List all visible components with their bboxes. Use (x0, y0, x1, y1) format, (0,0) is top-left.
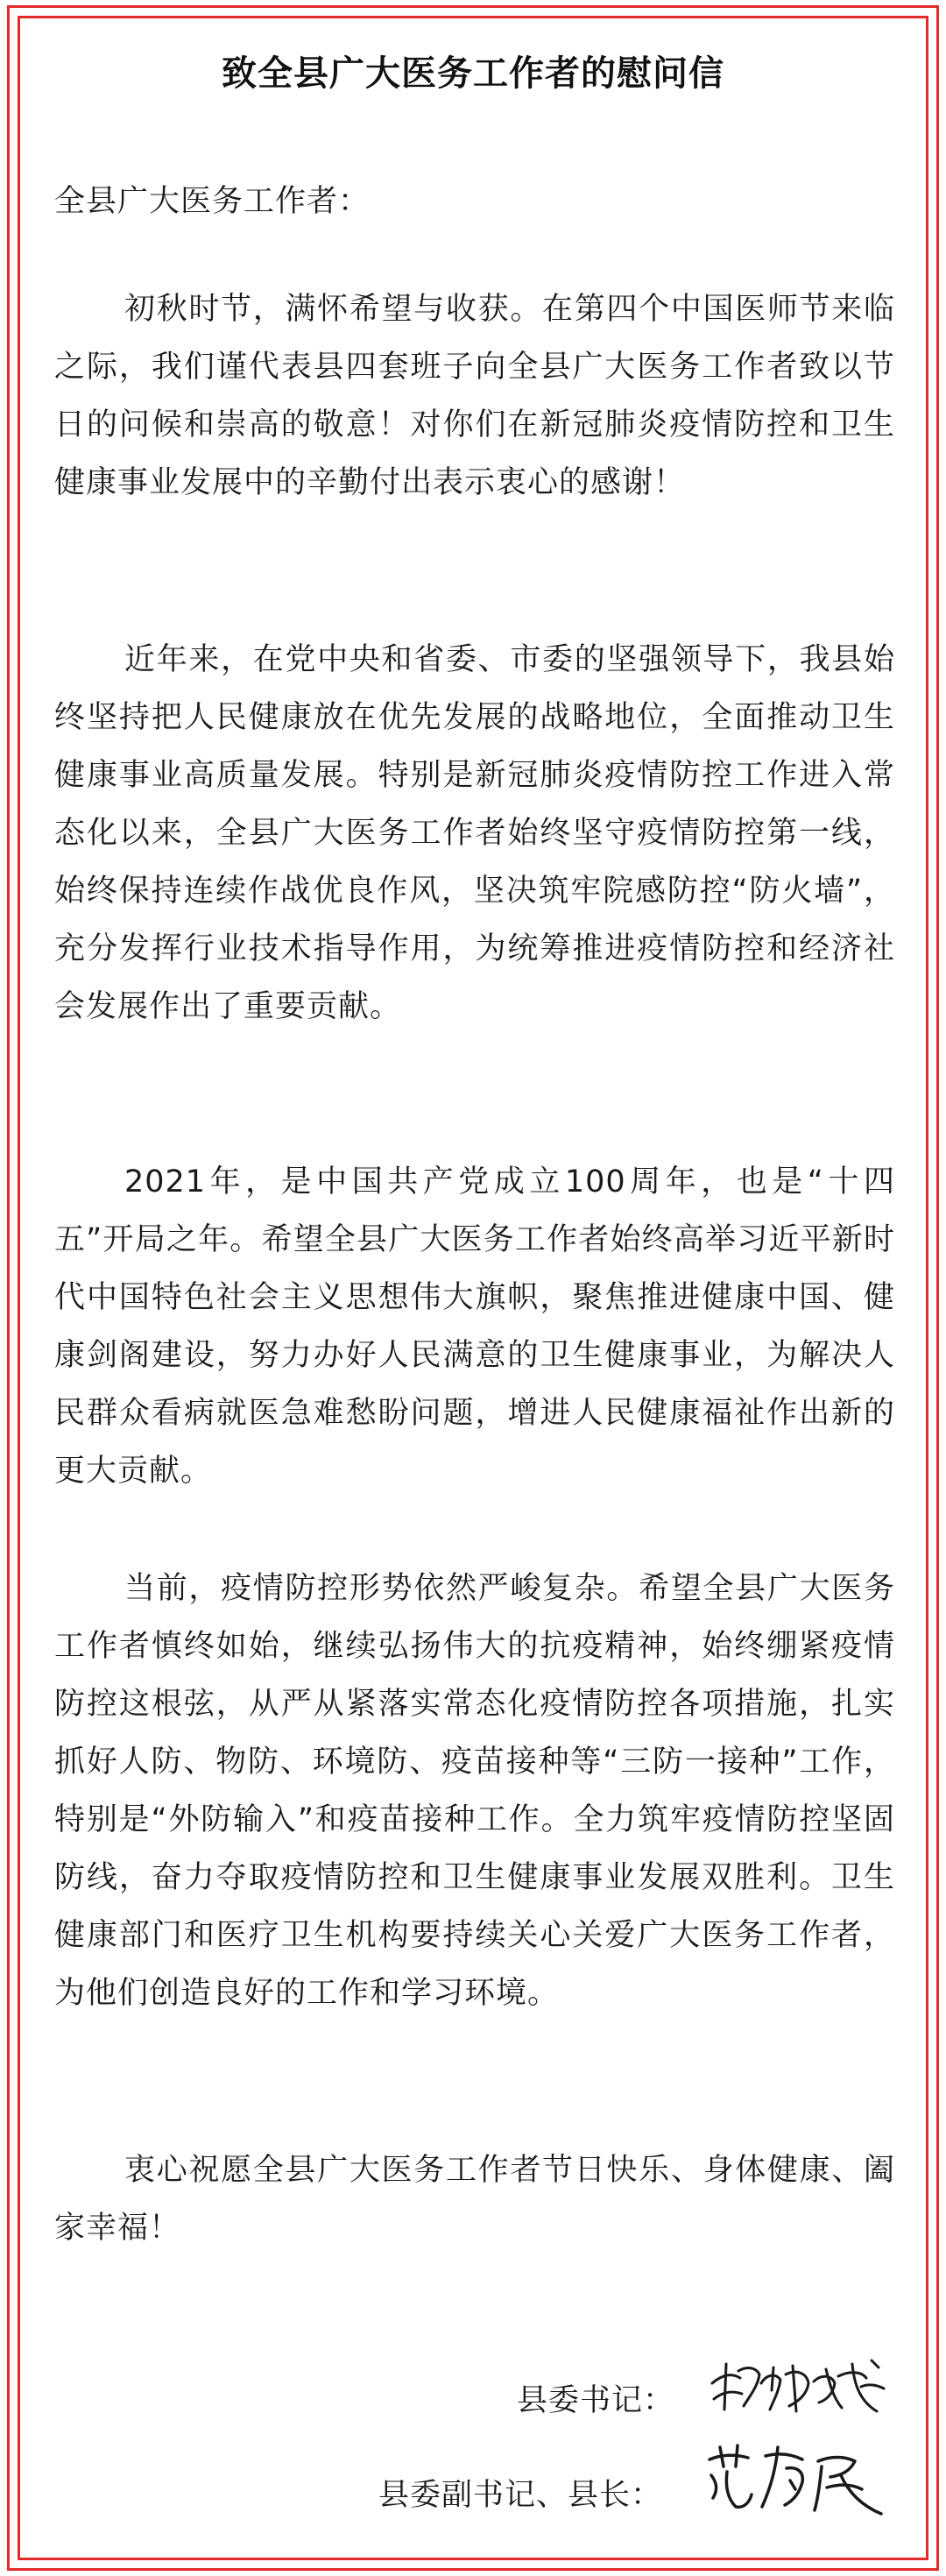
handwritten-signature-2 (701, 2440, 893, 2523)
paragraph-3: 2021年，是中国共产党成立100周年，也是“十四五”开局之年。希望全县广大医务工作者始终高举习近平新时代中国特色社会主义思想伟大旗帜，聚焦推进健康中国、健康剑阁建设，努力办好人民满意的卫生健康事业，为解决人民群众看病就医急难愁盼问题，增进人民健康福祉作出新的更大贡献。 (54, 1164, 895, 1489)
letter-salutation: 全县广大医务工作者： (54, 184, 371, 219)
paragraph-4: 当前，疫情防控形势依然严峻复杂。希望全县广大医务工作者慎终如始，继续弘扬伟大的抗疫精神，始终绷紧疫情防控这根弦，从严从紧落实常态化疫情防控各项措施，扎实抓好人防、物防、环境防、疫苗接种等“三防一接种”工作，特别是“外防输入”和疫苗接种工作。全力筑牢疫情防控坚固防线，奋力夺取疫情防控和卫生健康事业发展双胜利。卫生健康部门和医疗卫生机构要持续关心关爱广大医务工作者，为他们创造良好的工作和学习环境。 (54, 1571, 895, 2011)
paragraph-2: 近年来，在党中央和省委、市委的坚强领导下，我县始终坚持把人民健康放在优先发展的战略地位，全面推动卫生健康事业高质量发展。特别是新冠肺炎疫情防控工作进入常态化以来，全县广大医务工作者始终坚守疫情防控第一线，始终保持连续作战优良作风，坚决筑牢院感防控“防火墙”，充分发挥行业技术指导作用，为统筹推进疫情防控和经济社会发展作出了重要贡献。 (54, 642, 895, 1024)
signature-role-magistrate: 县委副书记、县长： (378, 2478, 663, 2513)
signature-role-secretary: 县委书记： (517, 2383, 675, 2418)
paragraph-5: 衷心祝愿全县广大医务工作者节日快乐、身体健康、阖家幸福！ (54, 2153, 895, 2246)
handwritten-signature-1 (705, 2348, 898, 2427)
paragraph-1: 初秋时节，满怀希望与收获。在第四个中国医师节来临之际，我们谨代表县四套班子向全县广大医务工作者致以节日的问候和崇高的敬意！对你们在新冠肺炎疫情防控和卫生健康事业发展中的辛勤付出表示衷心的感谢！ (54, 292, 895, 500)
letter-title: 致全县广大医务工作者的慰问信 (222, 53, 724, 94)
